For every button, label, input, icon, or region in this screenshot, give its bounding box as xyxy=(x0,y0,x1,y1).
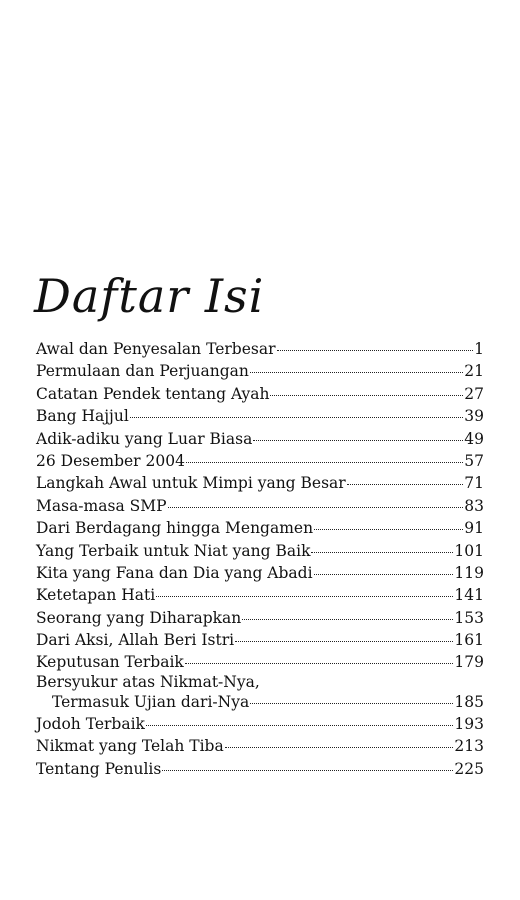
entry-page-number: 101 xyxy=(454,541,484,560)
dot-leader xyxy=(146,725,453,726)
dot-leader xyxy=(185,663,454,664)
entry-page-number: 91 xyxy=(464,519,484,538)
entry-title: Tentang Penulis xyxy=(36,759,162,778)
entry-page-number: 119 xyxy=(454,563,484,582)
toc-entry xyxy=(36,607,484,629)
entry-page-number: 57 xyxy=(464,451,484,470)
entry-title-line-2: Termasuk Ujian dari-Nya xyxy=(52,692,250,711)
toc-entry xyxy=(36,651,484,673)
toc-entry xyxy=(36,360,484,382)
entry-title: Ketetapan Hati xyxy=(36,586,156,605)
entry-page-number: 161 xyxy=(454,631,484,650)
entry-title: Nikmat yang Telah Tiba xyxy=(36,737,224,756)
entry-title: 26 Desember 2004 xyxy=(36,451,185,470)
dot-leader xyxy=(235,641,453,642)
entry-title: Adik-adiku yang Luar Biasa xyxy=(36,429,253,448)
toc-entry xyxy=(36,674,484,713)
entry-title: Awal dan Penyesalan Terbesar xyxy=(36,340,276,358)
dot-leader xyxy=(250,703,453,704)
toc-entry xyxy=(36,758,484,780)
entry-title: Dari Aksi, Allah Beri Istri xyxy=(36,631,235,650)
entry-title: Langkah Awal untuk Mimpi yang Besar xyxy=(36,474,346,493)
dot-leader xyxy=(130,417,463,418)
entry-page-number: 213 xyxy=(454,737,484,756)
toc-entry xyxy=(36,713,484,735)
entry-page-number: 49 xyxy=(464,429,484,448)
dot-leader xyxy=(168,507,464,508)
dot-leader xyxy=(314,529,463,530)
entry-page-number: 185 xyxy=(454,692,484,711)
toc-entry xyxy=(36,472,484,494)
table-of-contents xyxy=(36,338,484,780)
toc-entry xyxy=(36,540,484,562)
toc-entry xyxy=(36,735,484,757)
entry-title: Kita yang Fana dan Dia yang Abadi xyxy=(36,563,313,582)
entry-title: Keputusan Terbaik xyxy=(36,653,184,672)
entry-page-number: 1 xyxy=(474,340,484,358)
toc-entry xyxy=(36,383,484,405)
dot-leader xyxy=(314,574,454,575)
dot-leader xyxy=(270,395,463,396)
toc-entry xyxy=(36,629,484,651)
toc-entry xyxy=(36,428,484,450)
entry-title: Dari Berdagang hingga Mengamen xyxy=(36,519,314,538)
toc-entry xyxy=(36,495,484,517)
entry-title-line-2-row xyxy=(36,691,484,713)
entry-title-line-1: Bersyukur atas Nikmat-Nya, xyxy=(36,672,260,691)
dot-leader xyxy=(311,552,453,553)
toc-entry xyxy=(36,562,484,584)
entry-page-number: 21 xyxy=(464,362,484,381)
entry-page-number: 179 xyxy=(454,653,484,672)
page-title: Daftar Isi xyxy=(34,268,265,323)
toc-entry xyxy=(36,405,484,427)
toc-entry xyxy=(36,338,484,360)
dot-leader xyxy=(162,770,453,771)
entry-title: Bang Hajjul xyxy=(36,407,129,426)
dot-leader xyxy=(225,747,454,748)
toc-entry xyxy=(36,450,484,472)
toc-entry xyxy=(36,584,484,606)
entry-title: Masa-masa SMP xyxy=(36,496,167,515)
entry-title: Catatan Pendek tentang Ayah xyxy=(36,384,270,403)
toc-entry xyxy=(36,517,484,539)
entry-page-number: 193 xyxy=(454,714,484,733)
entry-page-number: 71 xyxy=(464,474,484,493)
entry-page-number: 141 xyxy=(454,586,484,605)
entry-page-number: 27 xyxy=(464,384,484,403)
dot-leader xyxy=(250,372,463,373)
dot-leader xyxy=(242,619,453,620)
entry-title: Jodoh Terbaik xyxy=(36,714,145,733)
dot-leader xyxy=(347,484,464,485)
entry-page-number: 83 xyxy=(464,496,484,515)
dot-leader xyxy=(277,350,474,351)
dot-leader xyxy=(156,596,453,597)
dot-leader xyxy=(186,462,463,463)
entry-title: Yang Terbaik untuk Niat yang Baik xyxy=(36,541,311,560)
entry-title: Permulaan dan Perjuangan xyxy=(36,362,249,381)
dot-leader xyxy=(253,440,463,441)
entry-title: Seorang yang Diharapkan xyxy=(36,608,242,627)
entry-page-number: 225 xyxy=(454,759,484,778)
entry-page-number: 153 xyxy=(454,608,484,627)
entry-page-number: 39 xyxy=(464,407,484,426)
